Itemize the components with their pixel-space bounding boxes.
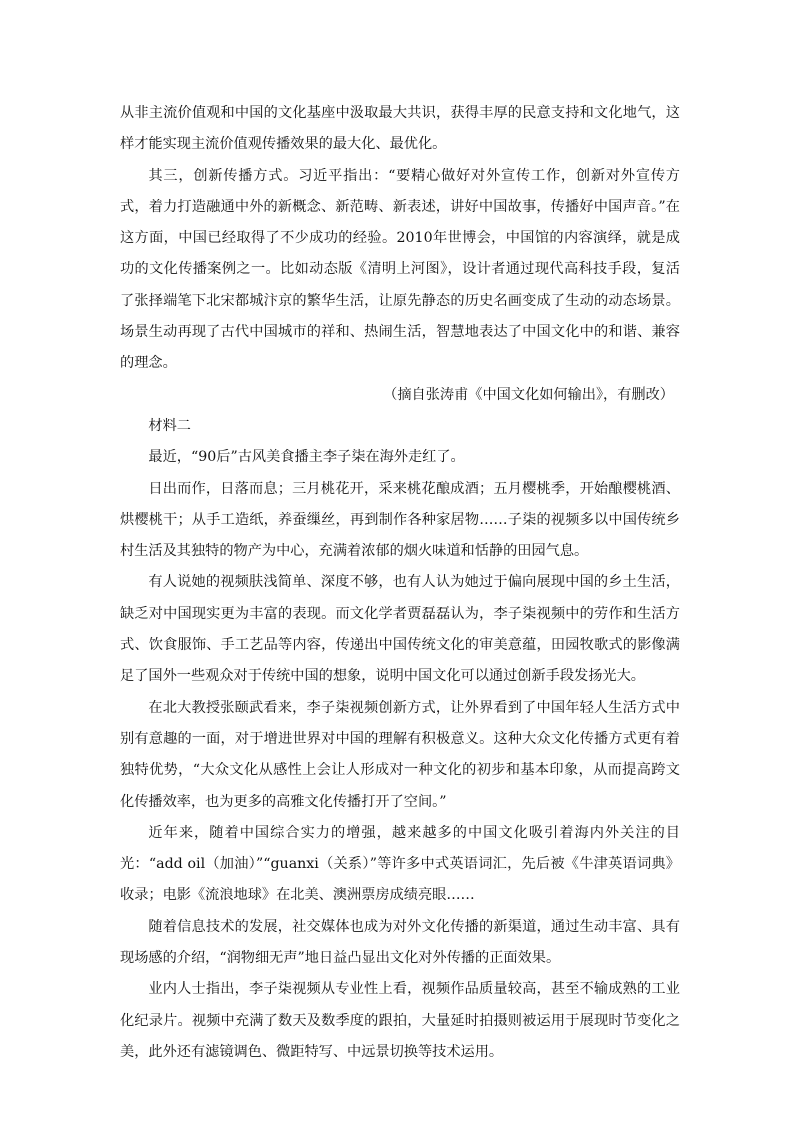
paragraph-5: 有人说她的视频肤浅简单、深度不够，也有人认为她过于偏向展现中国的乡土生活，缺乏对中国现实更为丰富的表现。而文化学者贾磊磊认为，李子柒视频中的劳作和生活方式、饮食服饰、手工艺品等内容，传递出中国传统文化的审美意蕴，田园牧歌式的影像满足了国外一些观众对于传统中国的想象，说明中国文化可以通过创新手段发扬光大。 <box>120 574 680 685</box>
paragraph-8: 随着信息技术的发展，社交媒体也成为对外文化传播的新渠道，通过生动丰富、具有现场感的介绍，“润物细无声”地日益凸显出文化对外传播的正面效果。 <box>120 918 680 967</box>
paragraph-6: 在北大教授张颐武看来，李子柒视频创新方式，让外界看到了中国年轻人生活方式中别有意趣的一面，对于增进世界对中国的理解有积极意义。这种大众文化传播方式更有着独特优势，“大众文化从感性上会让人形成对一种文化的初步和基本印象，从而提高跨文化传播效率，也为更多的高雅文化传播打开了空间。” <box>120 699 680 810</box>
paragraph-3: 最近，“90后”古风美食播主李子柒在海外走红了。 <box>148 449 465 466</box>
material-2-heading: 材料二 <box>148 417 191 434</box>
source-citation: （摘自张涛甫《中国文化如何输出》，有删改） <box>383 386 674 403</box>
paragraph-1: 从非主流价值观和中国的文化基座中汲取最大共识，获得丰厚的民意支持和文化地气，这样才能实现主流价值观传播效果的最大化、最优化。 <box>120 105 680 153</box>
paragraph-4: 日出而作，日落而息；三月桃花开，采来桃花酿成酒；五月樱桃季，开始酿樱桃酒、烘樱桃干；从手工造纸，养蚕缫丝，再到制作各种家居物……子柒的视频多以中国传统乡村生活及其独特的物产为中心，充满着浓郁的烟火味道和恬静的田园气息。 <box>120 480 680 560</box>
paragraph-7: 近年来，随着中国综合实力的增强，越来越多的中国文化吸引着海内外关注的目光：“add oil（加油）”“guanxi（关系）”等许多中式英语词汇，先后被《牛津英语词典》收录；电影《流浪地球》在北美、澳洲票房成绩亮眼…… <box>120 824 680 904</box>
paragraph-9: 业内人士指出，李子柒视频从专业性上看，视频作品质量较高，甚至不输成熟的工业化纪录片。视频中充满了数天及数季度的跟拍，大量延时拍摄则被运用于展现时节变化之美，此外还有滤镜调色、微距特写、中远景切换等技术运用。 <box>120 981 680 1060</box>
paragraph-2: 其三，创新传播方式。习近平指出：“要精心做好对外宣传工作，创新对外宣传方式，着力打造融通中外的新概念、新范畴、新表述，讲好中国故事，传播好中国声音。”在这方面，中国已经取得了不少成功的经验。2010年世博会，中国馆的内容演绎，就是成功的文化传播案例之一。比如动态版《清明上河图》，设计者通过现代高科技手段，复活了张择端笔下北宋都城汴京的繁华生活，让原先静态的历史名画变成了生动的动态场景。场景生动再现了古代中国城市的祥和、热闹生活，智慧地表达了中国文化中的和谐、兼容的理念。 <box>120 167 680 372</box>
document-body <box>120 98 680 1068</box>
